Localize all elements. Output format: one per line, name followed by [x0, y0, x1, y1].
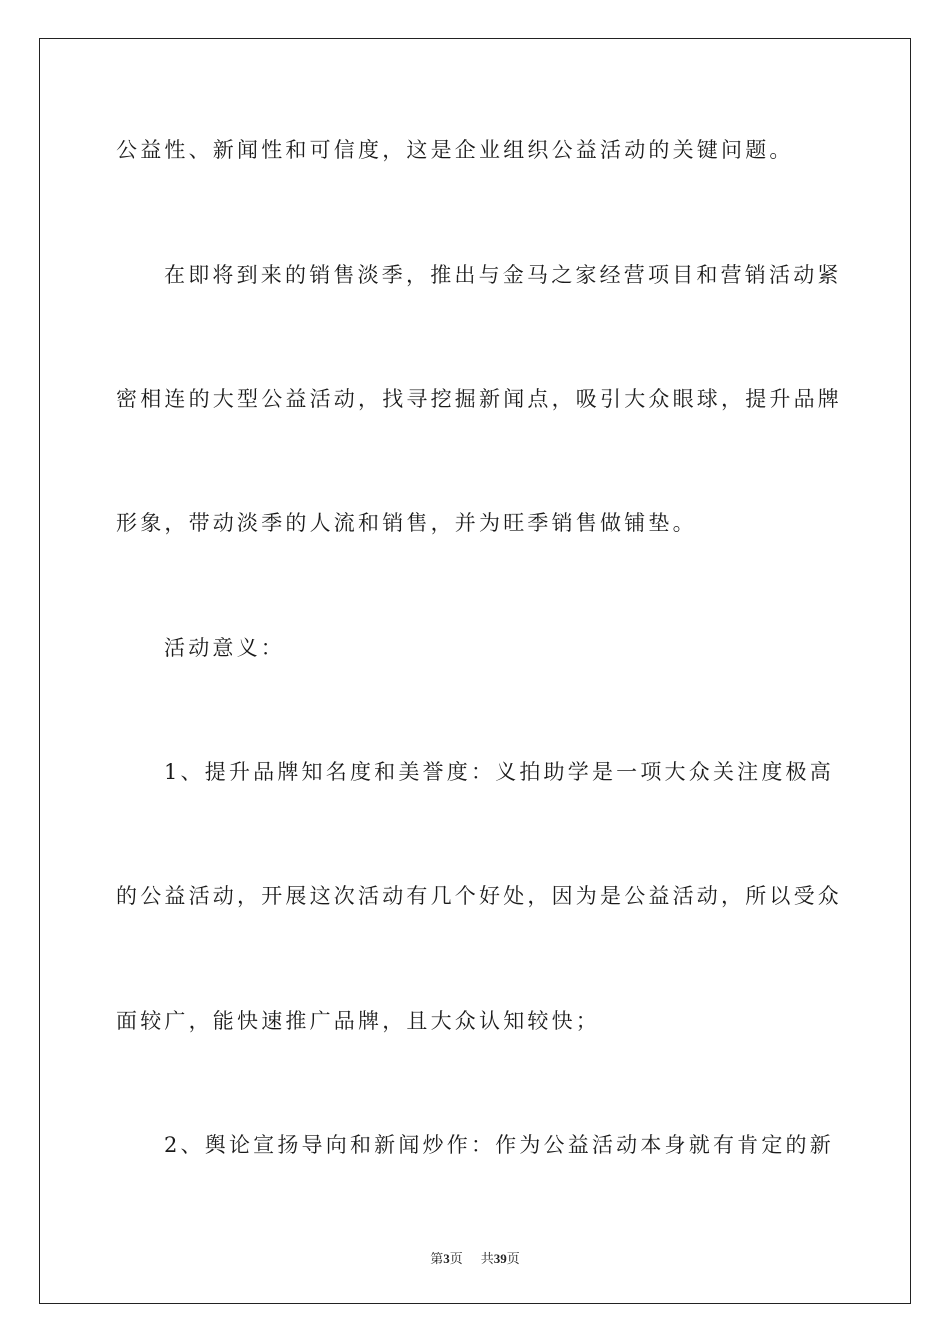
page-footer	[0, 1248, 950, 1267]
page-border	[39, 38, 911, 1304]
text-line-1: 公益性、新闻性和可信度，这是企业组织公益活动的关键问题。	[116, 138, 794, 162]
page-prefix: 第	[430, 1251, 444, 1266]
page-suffix: 页	[449, 1251, 463, 1266]
total-suffix: 页	[506, 1251, 520, 1266]
text-line-3: 密相连的大型公益活动，找寻挖掘新闻点，吸引大众眼球，提升品牌	[116, 387, 842, 411]
section-heading-significance: 活动意义：	[164, 636, 285, 660]
text-line-6: 1、提升品牌知名度和美誉度：义拍助学是一项大众关注度极高	[164, 760, 834, 784]
page-number: 3	[443, 1251, 450, 1266]
text-line-8: 面较广，能快速推广品牌，且大众认知较快；	[116, 1009, 600, 1033]
total-prefix: 共	[480, 1251, 494, 1266]
text-line-7: 的公益活动，开展这次活动有几个好处，因为是公益活动，所以受众	[116, 884, 842, 908]
text-line-4: 形象，带动淡季的人流和销售，并为旺季销售做铺垫。	[116, 511, 697, 535]
text-line-2: 在即将到来的销售淡季，推出与金马之家经营项目和营销活动紧	[164, 263, 842, 287]
text-line-9: 2、舆论宣扬导向和新闻炒作：作为公益活动本身就有肯定的新	[164, 1133, 834, 1157]
total-pages: 39	[493, 1251, 507, 1266]
